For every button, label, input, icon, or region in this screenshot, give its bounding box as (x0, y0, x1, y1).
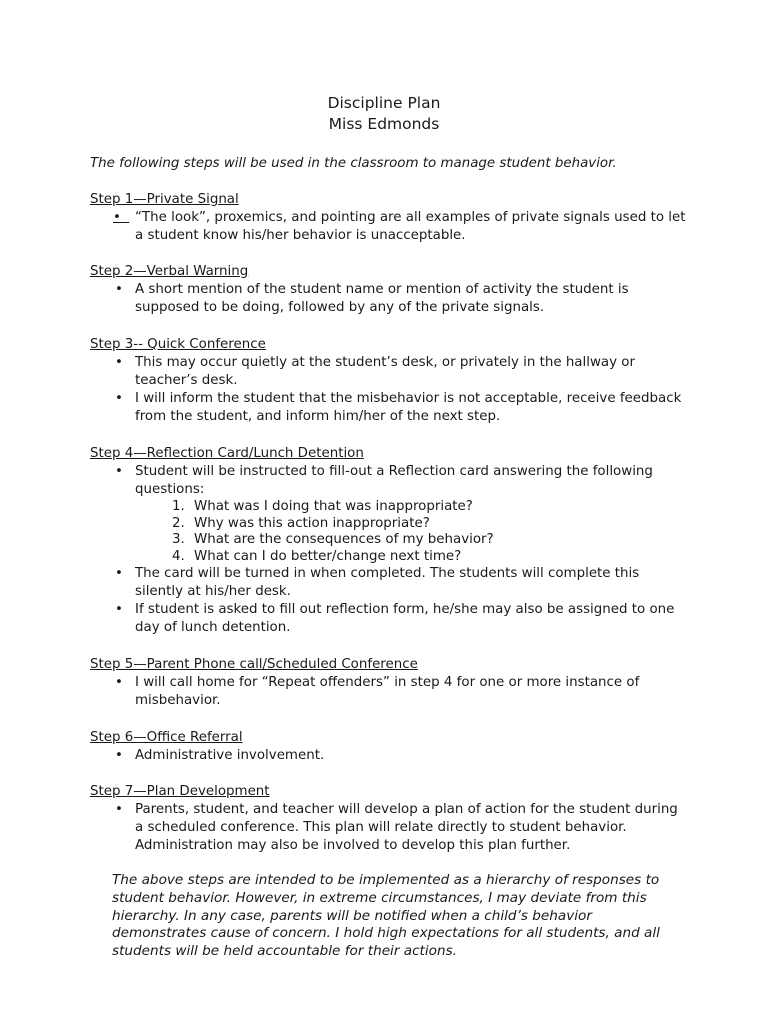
step-heading: Step 2—Verbal Warning (90, 264, 249, 279)
intro-text: The following steps will be used in the classroom to manage student behavior. (90, 156, 617, 171)
step-6 (90, 729, 690, 765)
list-item: • I will call home for “Repeat offenders” in step 4 for one or more instance of misbehavior. (90, 674, 690, 710)
step-heading: Step 6—Office Referral (90, 730, 243, 745)
question-item: 4. What can I do better/change next time? (172, 548, 462, 564)
step-2 (90, 263, 690, 317)
question-item: 1. What was I doing that was inappropriate? (172, 499, 473, 514)
bullet-list (90, 209, 690, 245)
list-item: • Administrative involvement. (90, 747, 690, 765)
step-heading: Step 4—Reflection Card/Lunch Detention (90, 446, 364, 461)
list-item: • I will inform the student that the misbehavior is not acceptable, receive feedback from the student, and inform him/her of the next step. (90, 390, 690, 426)
step-heading: Step 1—Private Signal (90, 192, 239, 207)
bullet-list (90, 801, 690, 855)
closing-paragraph: The above steps are intended to be implemented as a hierarchy of responses to student behavior. However, in extreme circumstances, I may deviate from this hierarchy. In any case, parents will be notified when a child’s behavior demonstrates cause of concern. I hold high expectations for all students, and all students will be held accountable for their actions. (112, 872, 660, 960)
document-title-block (0, 93, 768, 135)
step-heading: Step 3-- Quick Conference (90, 337, 266, 352)
step-heading: Step 7—Plan Development (90, 784, 270, 799)
list-item: • “The look”, proxemics, and pointing are all examples of private signals used to let a student know his/her behavior is unacceptable. (90, 209, 690, 245)
step-4 (90, 445, 690, 637)
list-item: • A short mention of the student name or mention of activity the student is supposed to be doing, followed by any of the private signals. (90, 281, 690, 317)
document-author: Miss Edmonds (328, 115, 440, 133)
step-5 (90, 656, 690, 710)
list-item: • If student is asked to fill out reflection form, he/she may also be assigned to one day of lunch detention. (90, 601, 690, 637)
bullet-list (90, 565, 690, 637)
step-3 (90, 336, 690, 426)
question-item: 2. Why was this action inappropriate? (172, 515, 430, 531)
bullet-list (90, 747, 690, 765)
questions-list (90, 499, 690, 565)
step-7 (90, 783, 690, 855)
list-item: • The card will be turned in when completed. The students will complete this silently at his/her desk. (90, 565, 690, 601)
document-title: Discipline Plan (327, 94, 441, 112)
bullet-list (90, 463, 690, 499)
step-1 (90, 191, 690, 245)
bullet-list (90, 281, 690, 317)
step-heading: Step 5—Parent Phone call/Scheduled Conference (90, 657, 418, 672)
list-item: • Student will be instructed to fill-out a Reflection card answering the following questions: (90, 463, 690, 499)
list-item: • Parents, student, and teacher will develop a plan of action for the student during a scheduled conference. This plan will relate directly to student behavior. Administration may also be involved to develop this plan further. (90, 801, 690, 855)
bullet-list (90, 354, 690, 426)
bullet-list (90, 674, 690, 710)
question-item: 3. What are the consequences of my behavior? (172, 532, 494, 547)
list-item: • This may occur quietly at the student’s desk, or privately in the hallway or teacher’s desk. (90, 354, 690, 390)
